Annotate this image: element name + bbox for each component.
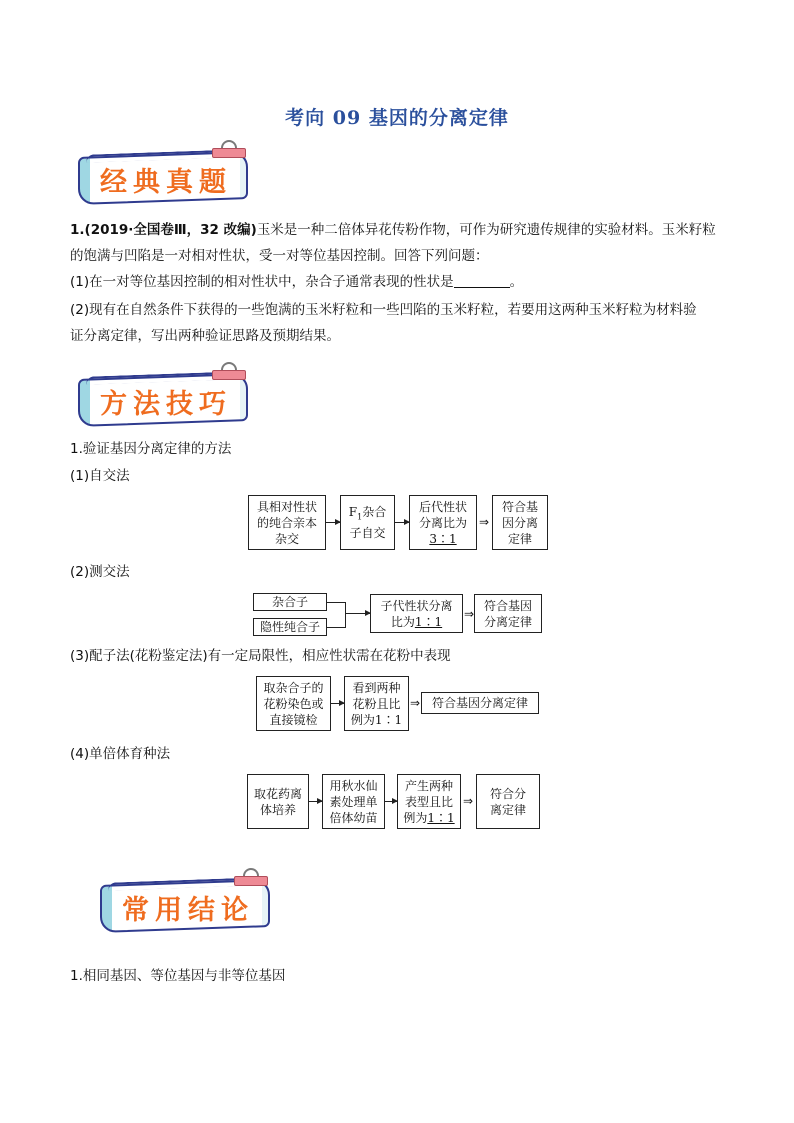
flow-box: 符合基因分离定律 bbox=[474, 594, 542, 633]
flow-box: 子代性状分离比为1∶1 bbox=[370, 594, 463, 633]
flow-box: 符合分离定律 bbox=[476, 774, 540, 829]
flow-box: 产生两种表型且比例为1∶1 bbox=[397, 774, 461, 829]
question-line-1: 1.(2019·全国卷Ⅲ，32 改编)玉米是一种二倍体异花传粉作物，可作为研究遗传规律的实验材料。玉米籽粒 bbox=[70, 222, 716, 238]
flow-box: 杂合子 bbox=[253, 593, 327, 611]
implies-icon: ⇒ bbox=[464, 607, 475, 621]
answer-blank bbox=[454, 274, 510, 288]
method-1-label: (1)自交法 bbox=[70, 468, 130, 484]
flow-box: 取花药离体培养 bbox=[247, 774, 309, 829]
question-line-2: 的饱满与凹陷是一对相对性状，受一对等位基因控制。回答下列问题： bbox=[70, 248, 489, 264]
conclusion-heading: 1.相同基因、等位基因与非等位基因 bbox=[70, 968, 286, 984]
flow-box: $F_1$杂合子自交 bbox=[340, 495, 395, 550]
flow-box: 后代性状分离比为3∶1 bbox=[409, 495, 477, 550]
flow-box: 符合基因分离定律 bbox=[421, 692, 539, 714]
flow-arrow bbox=[309, 801, 322, 802]
binder-clip-icon bbox=[212, 366, 246, 382]
binder-clip-icon bbox=[212, 144, 246, 160]
banner-label: 常用结论 bbox=[122, 895, 254, 926]
page-title: 考向 09 基因的分离定律 bbox=[285, 107, 509, 129]
binder-clip-icon bbox=[234, 872, 268, 888]
flow-box: 用秋水仙素处理单倍体幼苗 bbox=[322, 774, 385, 829]
section-banner-classic bbox=[78, 148, 254, 206]
question-line-3: (1)在一对等位基因控制的相对性状中，杂合子通常表现的性状是 。 bbox=[70, 274, 524, 290]
flow-box: 隐性纯合子 bbox=[253, 618, 327, 636]
implies-icon: ⇒ bbox=[463, 794, 474, 808]
question-line-4: (2)现有在自然条件下获得的一些饱满的玉米籽粒和一些凹陷的玉米籽粒，若要用这两种玉米籽粒为材料验 bbox=[70, 302, 697, 318]
flow-box: 符合基因分离定律 bbox=[492, 495, 548, 550]
flow-arrow bbox=[331, 703, 344, 704]
question-line-5: 证分离定律，写出两种验证思路及预期结果。 bbox=[70, 328, 340, 344]
method-heading: 1.验证基因分离定律的方法 bbox=[70, 441, 232, 457]
connector-line bbox=[345, 602, 346, 628]
method-2-label: (2)测交法 bbox=[70, 564, 130, 580]
method-4-label: (4)单倍体育种法 bbox=[70, 746, 171, 762]
flow-arrow bbox=[395, 522, 409, 523]
banner-label: 经典真题 bbox=[100, 167, 232, 198]
flow-arrow bbox=[385, 801, 397, 802]
flow-arrow bbox=[345, 613, 370, 614]
connector-line bbox=[327, 602, 345, 603]
flow-box: 取杂合子的花粉染色或直接镜检 bbox=[256, 676, 331, 731]
section-banner-method bbox=[78, 370, 254, 428]
banner-label: 方法技巧 bbox=[100, 389, 232, 420]
flow-box: 具相对性状的纯合亲本杂交 bbox=[248, 495, 326, 550]
implies-icon: ⇒ bbox=[479, 515, 490, 529]
implies-icon: ⇒ bbox=[410, 696, 421, 710]
question-source: 1.(2019·全国卷Ⅲ，32 改编) bbox=[70, 222, 257, 238]
method-3-label: (3)配子法(花粉鉴定法)有一定局限性，相应性状需在花粉中表现 bbox=[70, 648, 451, 664]
connector-line bbox=[327, 627, 345, 628]
flow-arrow bbox=[326, 522, 340, 523]
section-banner-conclusion bbox=[100, 876, 276, 934]
flow-box: 看到两种花粉且比例为1∶1 bbox=[344, 676, 409, 731]
